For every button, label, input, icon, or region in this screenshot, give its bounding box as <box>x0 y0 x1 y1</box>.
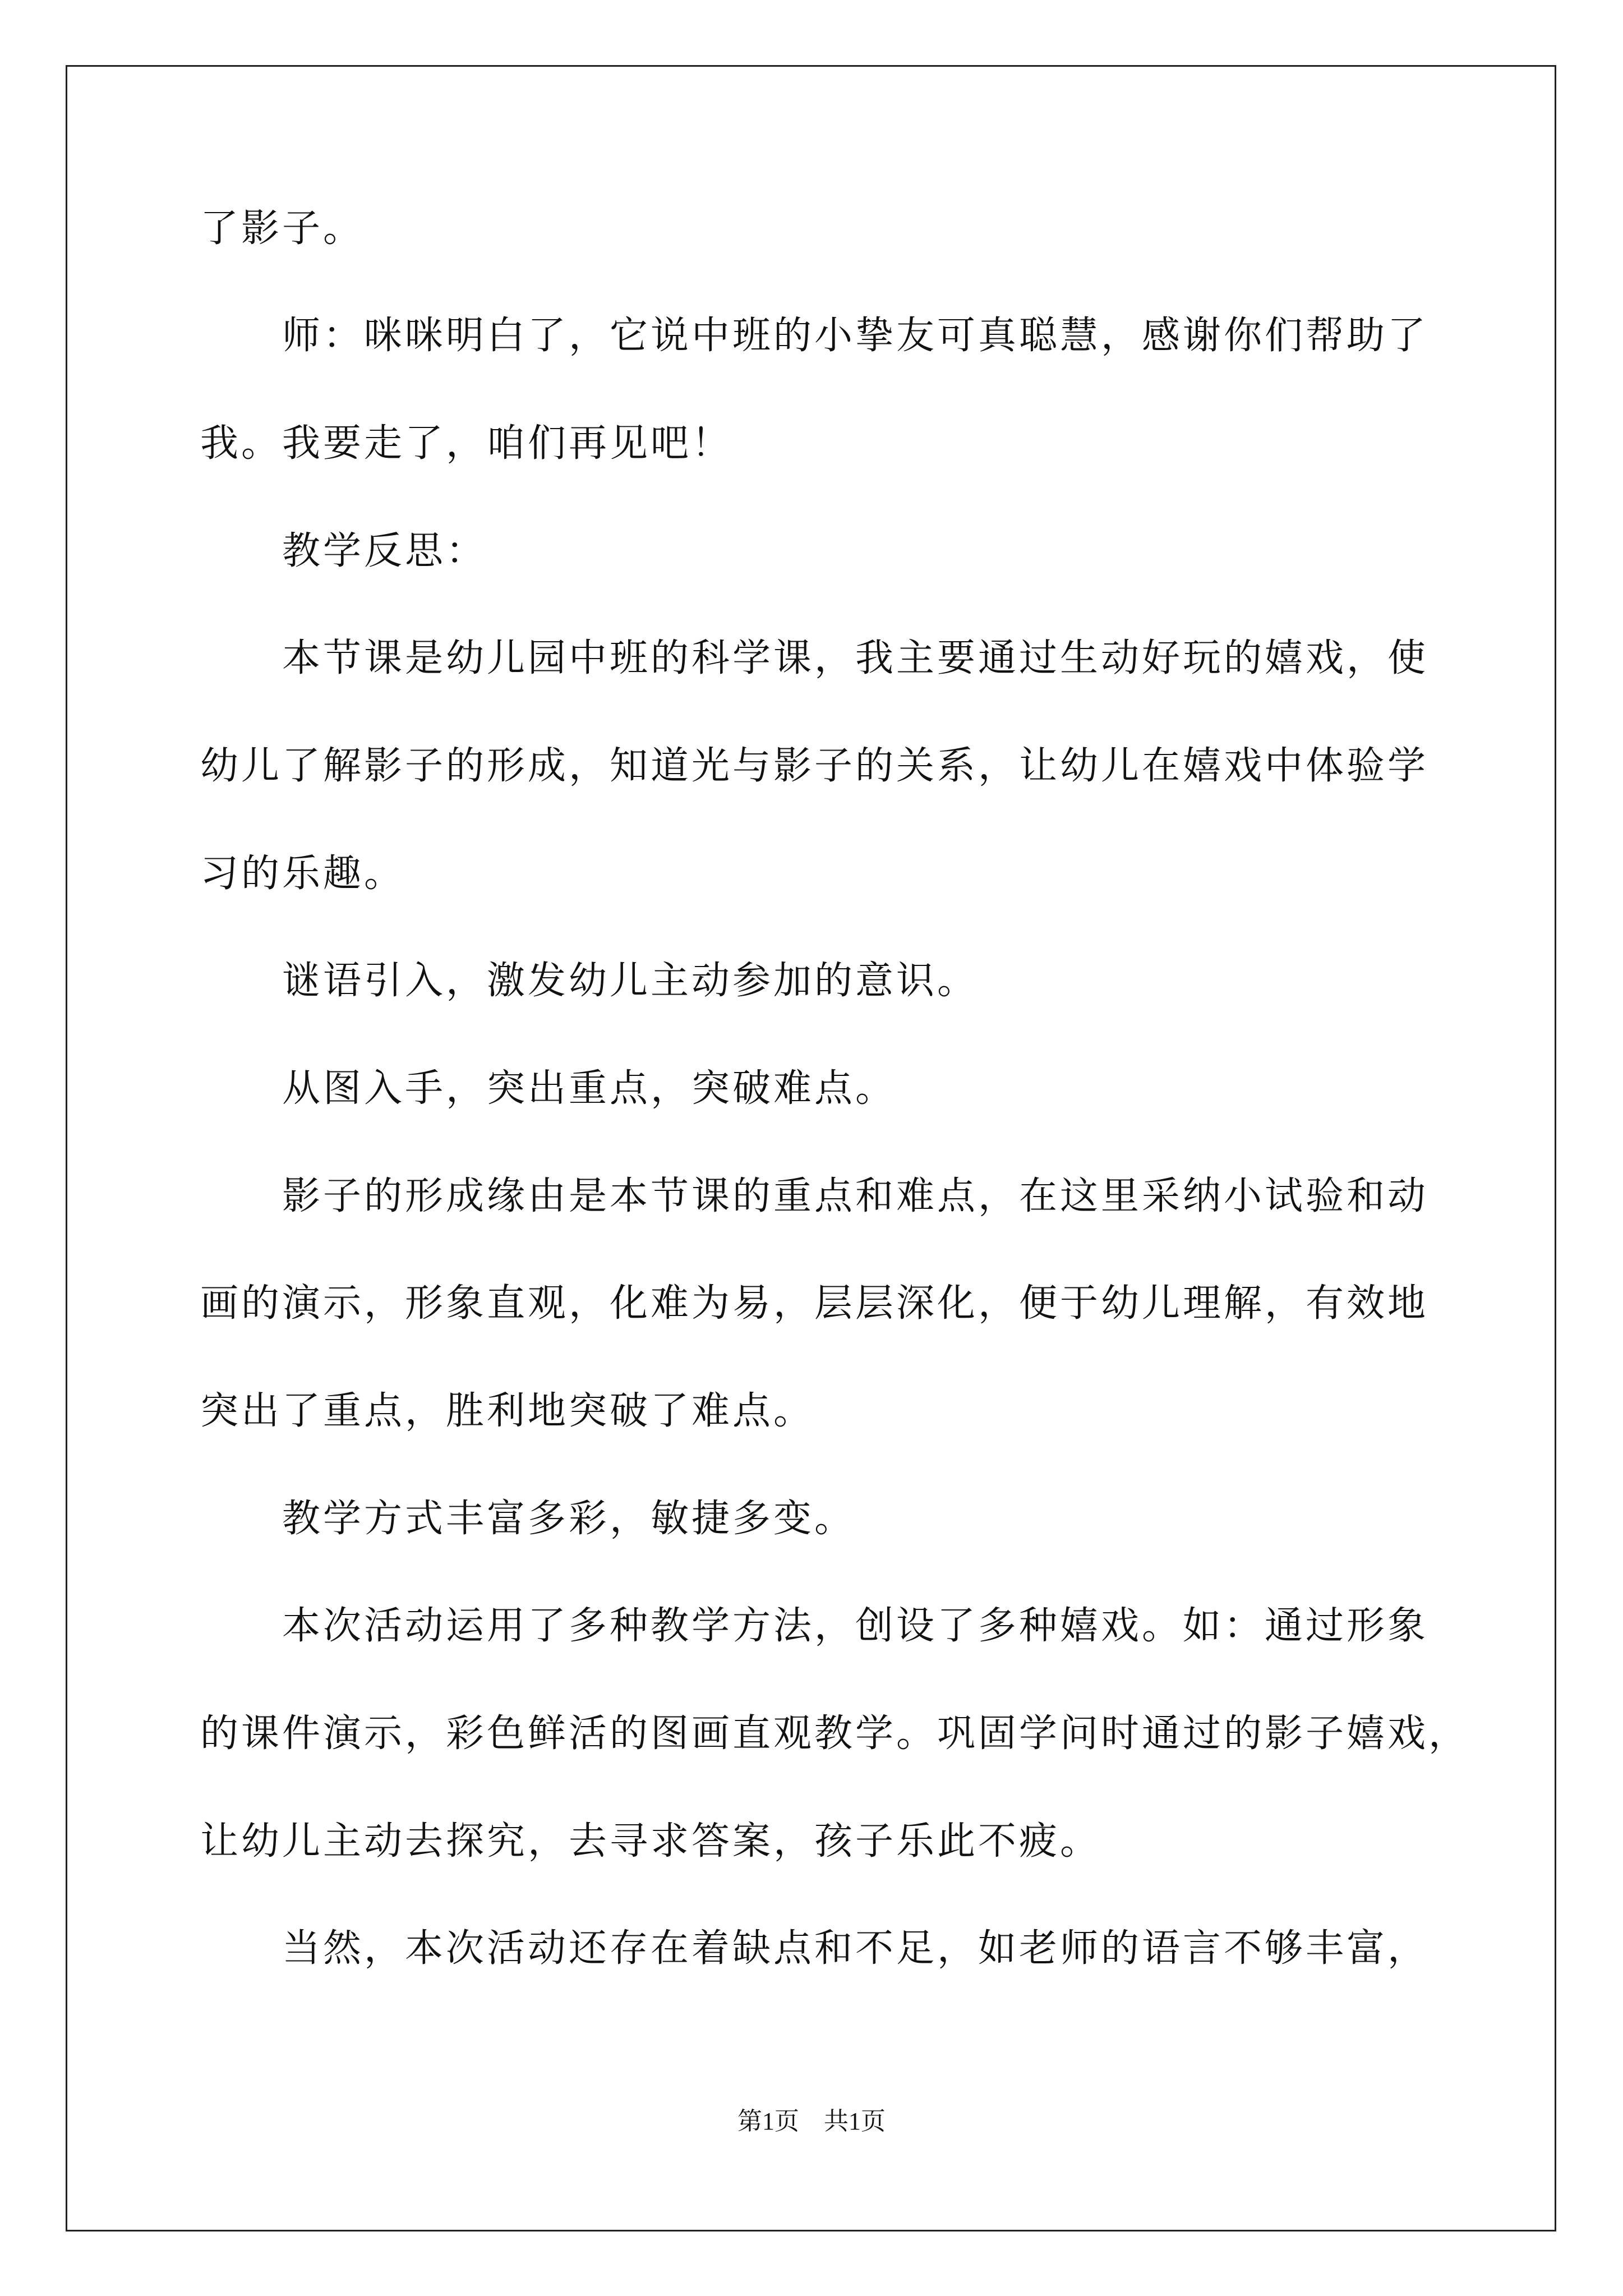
text-line: 教学方式丰富多彩，敏捷多变。 <box>282 1497 856 1541</box>
page-border <box>66 65 1556 2231</box>
text-line: 我。我要走了，咱们再见吧！ <box>200 421 733 466</box>
text-line: 让幼儿主动去探究，去寻求答案，孩子乐此不疲。 <box>200 1819 1101 1864</box>
page-footer: 第1页 共1页 <box>737 2108 886 2135</box>
text-line: 的课件演示，彩色鲜活的图画直观教学。巩固学问时通过的影子嬉戏， <box>200 1711 1470 1756</box>
text-line: 习的乐趣。 <box>200 852 405 896</box>
text-line: 谜语引入，激发幼儿主动参加的意识。 <box>282 959 979 1003</box>
text-line: 影子的形成缘由是本节课的重点和难点，在这里采纳小试验和动 <box>282 1174 1429 1218</box>
text-line: 本次活动运用了多种教学方法，创设了多种嬉戏。如：通过形象 <box>282 1604 1429 1648</box>
section-heading: 教学反思： <box>282 529 487 573</box>
text-line: 师：咪咪明白了，它说中班的小挚友可真聪慧，感谢你们帮助了 <box>282 314 1429 358</box>
text-line: 从图入手，突出重点，突破难点。 <box>282 1066 897 1111</box>
text-line: 当然，本次活动还存在着缺点和不足，如老师的语言不够丰富， <box>282 1926 1429 1971</box>
text-line: 突出了重点，胜利地突破了难点。 <box>200 1389 815 1433</box>
text-line: 本节课是幼儿园中班的科学课，我主要通过生动好玩的嬉戏，使 <box>282 636 1429 680</box>
text-line: 画的演示，形象直观，化难为易，层层深化，便于幼儿理解，有效地 <box>200 1281 1429 1326</box>
text-line: 了影子。 <box>200 206 365 251</box>
text-line: 幼儿了解影子的形成，知道光与影子的关系，让幼儿在嬉戏中体验学 <box>200 744 1429 788</box>
